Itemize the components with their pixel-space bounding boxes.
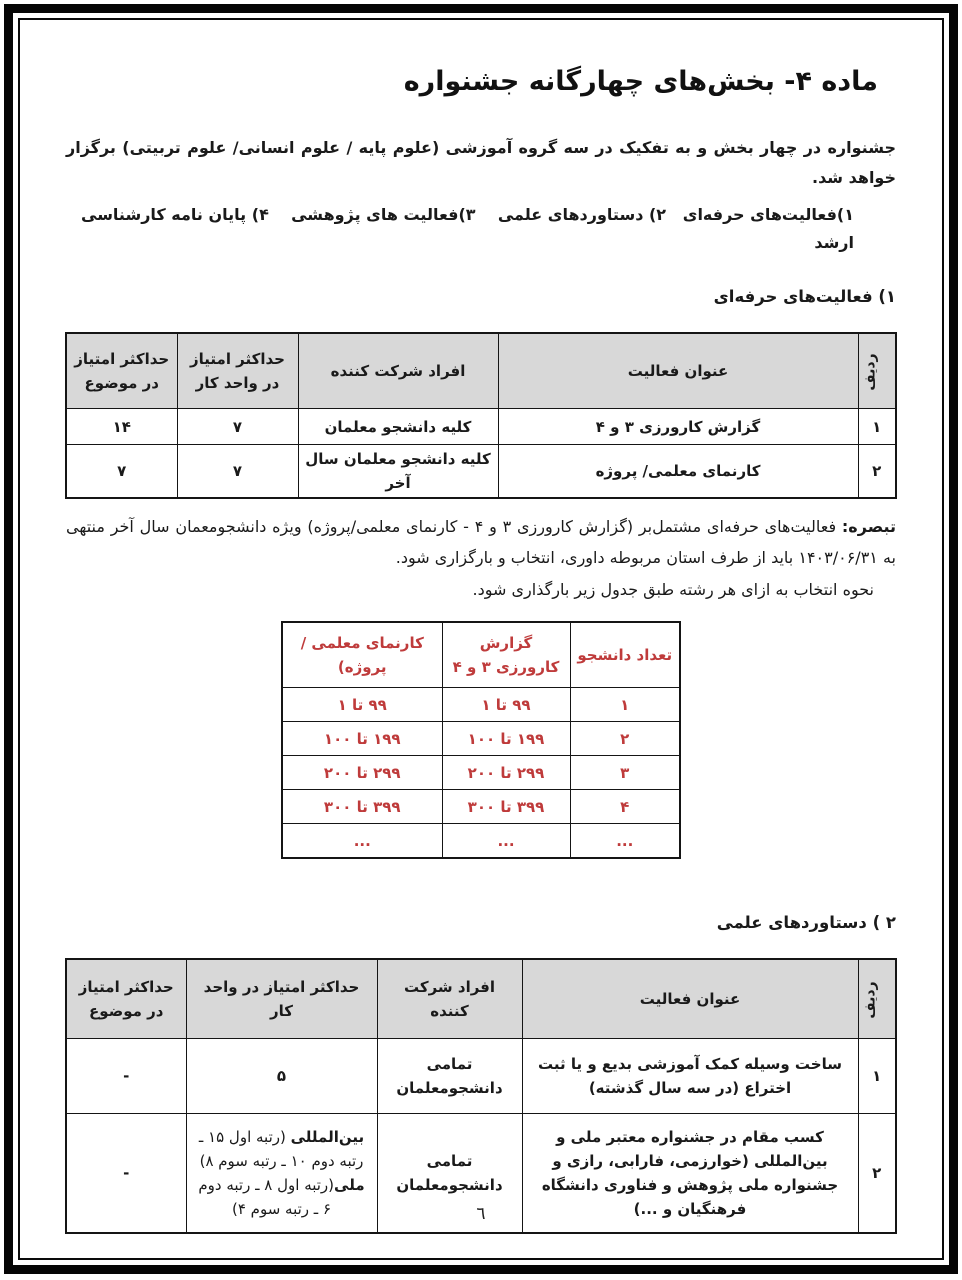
quota-cell: ۳ [570,756,680,790]
row-number-cell: ۱ [858,409,896,445]
table-row [66,1039,896,1114]
max-subject-cell: ۱۴ [66,409,177,445]
festival-sections-list: ۱)فعالیت‌های حرفه‌ای ۲) دستاوردهای علمی ۳)فعالیت های پژوهشی ۴) پایان نامه کارشناسی ارشد [75,205,854,252]
quota-header-student-count: تعداد دانشجو [570,622,680,688]
table1-header-max-subject: حداکثر امتیاز در موضوع [66,333,177,409]
table-row [282,790,680,824]
quota-cell: ۱ [570,688,680,722]
max-subject-cell: - [66,1039,186,1114]
note-paragraph [66,511,896,573]
quota-header-row [282,622,680,688]
participants-cell: تمامی دانشجومعلمان [377,1114,522,1234]
section2-heading: ۲ ) دستاوردهای علمی [716,913,896,932]
scientific-achievements-table [65,958,897,1234]
participants-cell: تمامی دانشجومعلمان [377,1039,522,1114]
table-row [282,688,680,722]
section1-heading: ۱) فعالیت‌های حرفه‌ای [713,287,896,306]
student-quota-table [281,621,681,859]
quota-cell: ۲۹۹ تا ۲۰۰ [282,756,442,790]
note-label: تبصره: [841,517,897,536]
page-border-frame [4,4,958,1274]
table2-header-activity: عنوان فعالیت [522,959,858,1039]
page-number: ٦ [476,1204,486,1224]
quota-cell: ... [282,824,442,859]
table1-header-row [66,333,896,409]
table1-header-row-no: ردیف [858,333,896,409]
table-row [282,756,680,790]
activity-cell: کارنمای معلمی/ پروژه [498,445,858,499]
natl-score-label: ملی [334,1176,365,1194]
table2-header-max-subject: حداکثر امتیاز در موضوع [66,959,186,1039]
participants-cell: کلیه دانشجو معلمان سال آخر [298,445,498,499]
page-title: ماده ۴- بخش‌های چهارگانه جشنواره [403,66,878,97]
table-row [282,722,680,756]
max-unit-cell: ۷ [177,445,298,499]
table2-header-row-no: ردیف [858,959,896,1039]
max-subject-cell: ۷ [66,445,177,499]
intl-score-label: بین‌المللی [290,1128,365,1146]
row-number-cell: ۲ [858,445,896,499]
activity-cell: گزارش کارورزی ۳ و ۴ [498,409,858,445]
activity-cell: ساخت وسیله کمک آموزشی بدیع و یا ثبت اختراع (در سه سال گذشته) [522,1039,858,1114]
intro-paragraph: جشنواره در چهار بخش و به تفکیک در سه گروه آموزشی (علوم پایه / علوم انسانی/ علوم تربیتی) برگزار خواهد شد. [66,138,896,187]
intl-score-detail: (رتبه اول ۱۵ ـ رتبه دوم ۱۰ ـ رتبه سوم ۸) [198,1128,364,1170]
quota-cell: ۲ [570,722,680,756]
max-subject-cell: - [66,1114,186,1234]
row-number-cell: ۱ [858,1039,896,1114]
table2-header-row [66,959,896,1039]
quota-header-teaching-portfolio: کارنمای معلمی /پروژه) [282,622,442,688]
quota-cell: ۱۹۹ تا ۱۰۰ [442,722,570,756]
quota-cell: ۱۹۹ تا ۱۰۰ [282,722,442,756]
participants-cell: کلیه دانشجو معلمان [298,409,498,445]
table-row [66,409,896,445]
table2-header-participants: افراد شرکت کننده [377,959,522,1039]
row-number-cell: ۲ [858,1114,896,1234]
table-row [282,824,680,859]
quota-cell: ۲۹۹ تا ۲۰۰ [442,756,570,790]
table-row [66,445,896,499]
page-content [20,20,942,1258]
quota-cell: ۴ [570,790,680,824]
professional-activities-table [65,332,897,499]
quota-cell: ۳۹۹ تا ۳۰۰ [282,790,442,824]
table1-header-participants: افراد شرکت کننده [298,333,498,409]
quota-cell: ... [442,824,570,859]
table1-header-activity: عنوان فعالیت [498,333,858,409]
table2-header-max-unit: حداکثر امتیاز در واحد کار [186,959,377,1039]
quota-cell: ... [570,824,680,859]
quota-cell: ۳۹۹ تا ۳۰۰ [442,790,570,824]
quota-cell: ۹۹ تا ۱ [442,688,570,722]
quota-cell: ۹۹ تا ۱ [282,688,442,722]
quota-header-internship-report: گزارش کارورزی ۳ و ۴ [442,622,570,688]
page-border-inner-line [18,18,944,1260]
activity-cell: کسب مقام در جشنواره معتبر ملی و بین‌المللی (خوارزمی، فارابی، رازی و جشنواره ملی پژوهش و فناوری دانشگاه فرهنگیان و ...) [522,1114,858,1234]
note-body: فعالیت‌های حرفه‌ای مشتمل‌بر (گزارش کارورزی ۳ و ۴ - کارنمای معلمی/پروژه) ویژه دانشجومعمان سال آخر منتهی به ۱۴۰۳/۰۶/۳۱ باید از طرف استان مربوطه داوری، انتخاب و بارگزاری شود. [66,517,896,567]
max-unit-cell: ۵ [186,1039,377,1114]
natl-score-detail: (رتبه اول ۸ ـ رتبه دوم ۶ ـ رتبه سوم ۴) [198,1176,335,1218]
max-unit-cell: ۷ [177,409,298,445]
note-second-line: نحوه انتخاب به ازای هر رشته طبق جدول زیر بارگذاری شود. [472,580,874,599]
table1-header-max-unit: حداکثر امتیاز در واحد کار [177,333,298,409]
